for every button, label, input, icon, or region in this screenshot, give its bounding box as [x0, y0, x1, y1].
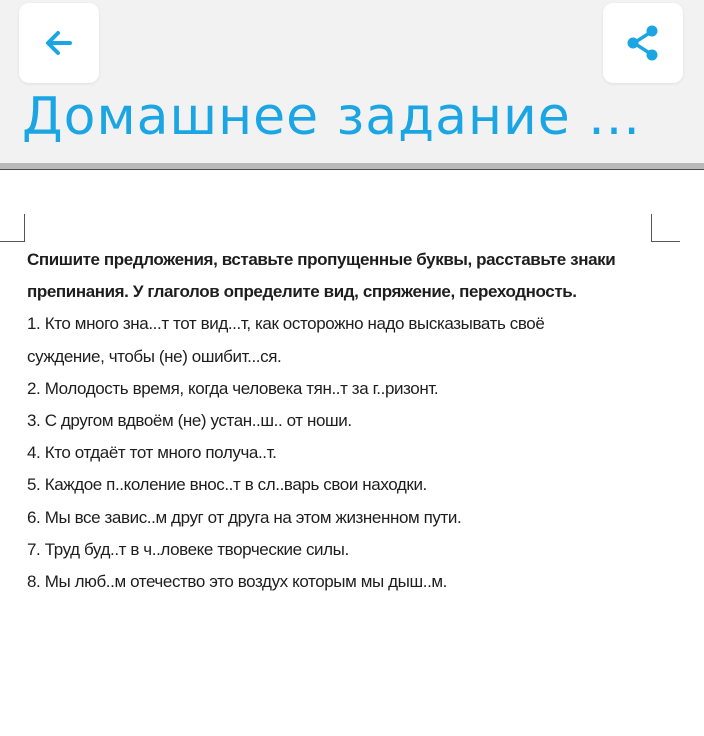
- sentence-line: 1. Кто много зна...т тот вид...т, как осторожно надо высказывать своё: [27, 314, 545, 334]
- sentence-line: 4. Кто отдаёт тот много получа..т.: [27, 443, 277, 463]
- sentence-line: 7. Труд буд..т в ч..ловеке творческие силы.: [27, 539, 349, 559]
- sentence-line: суждение, чтобы (не) ошибит...ся.: [27, 346, 282, 366]
- page-title: Домашнее задание ...: [22, 87, 641, 147]
- instruction-line: Спишите предложения, вставьте пропущенные буквы, расставьте знаки: [27, 250, 616, 269]
- sentence-line: 2. Молодость время, когда человека тян..т за г..ризонт.: [27, 378, 439, 398]
- back-button[interactable]: [19, 3, 99, 83]
- arrow-left-icon: [39, 23, 79, 63]
- crop-mark-left: [0, 214, 25, 242]
- share-icon: [621, 21, 665, 65]
- instruction-line: препинания. У глаголов определите вид, спряжение, переходность.: [27, 282, 577, 302]
- sentence-line: 6. Мы все завис..м друг от друга на этом жизненном пути.: [27, 507, 462, 527]
- header-border: [0, 169, 704, 170]
- share-button[interactable]: [603, 3, 683, 83]
- crop-mark-right: [651, 214, 680, 242]
- sentence-line: 3. С другом вдвоём (не) устан..ш.. от ноши.: [27, 411, 352, 431]
- sentence-line: 8. Мы люб..м отечество это воздух которым мы дыш..м.: [27, 572, 447, 592]
- document-content: [27, 244, 667, 598]
- sentence-line: 5. Каждое п..коление внос..т в сл..варь свои находки.: [27, 475, 427, 495]
